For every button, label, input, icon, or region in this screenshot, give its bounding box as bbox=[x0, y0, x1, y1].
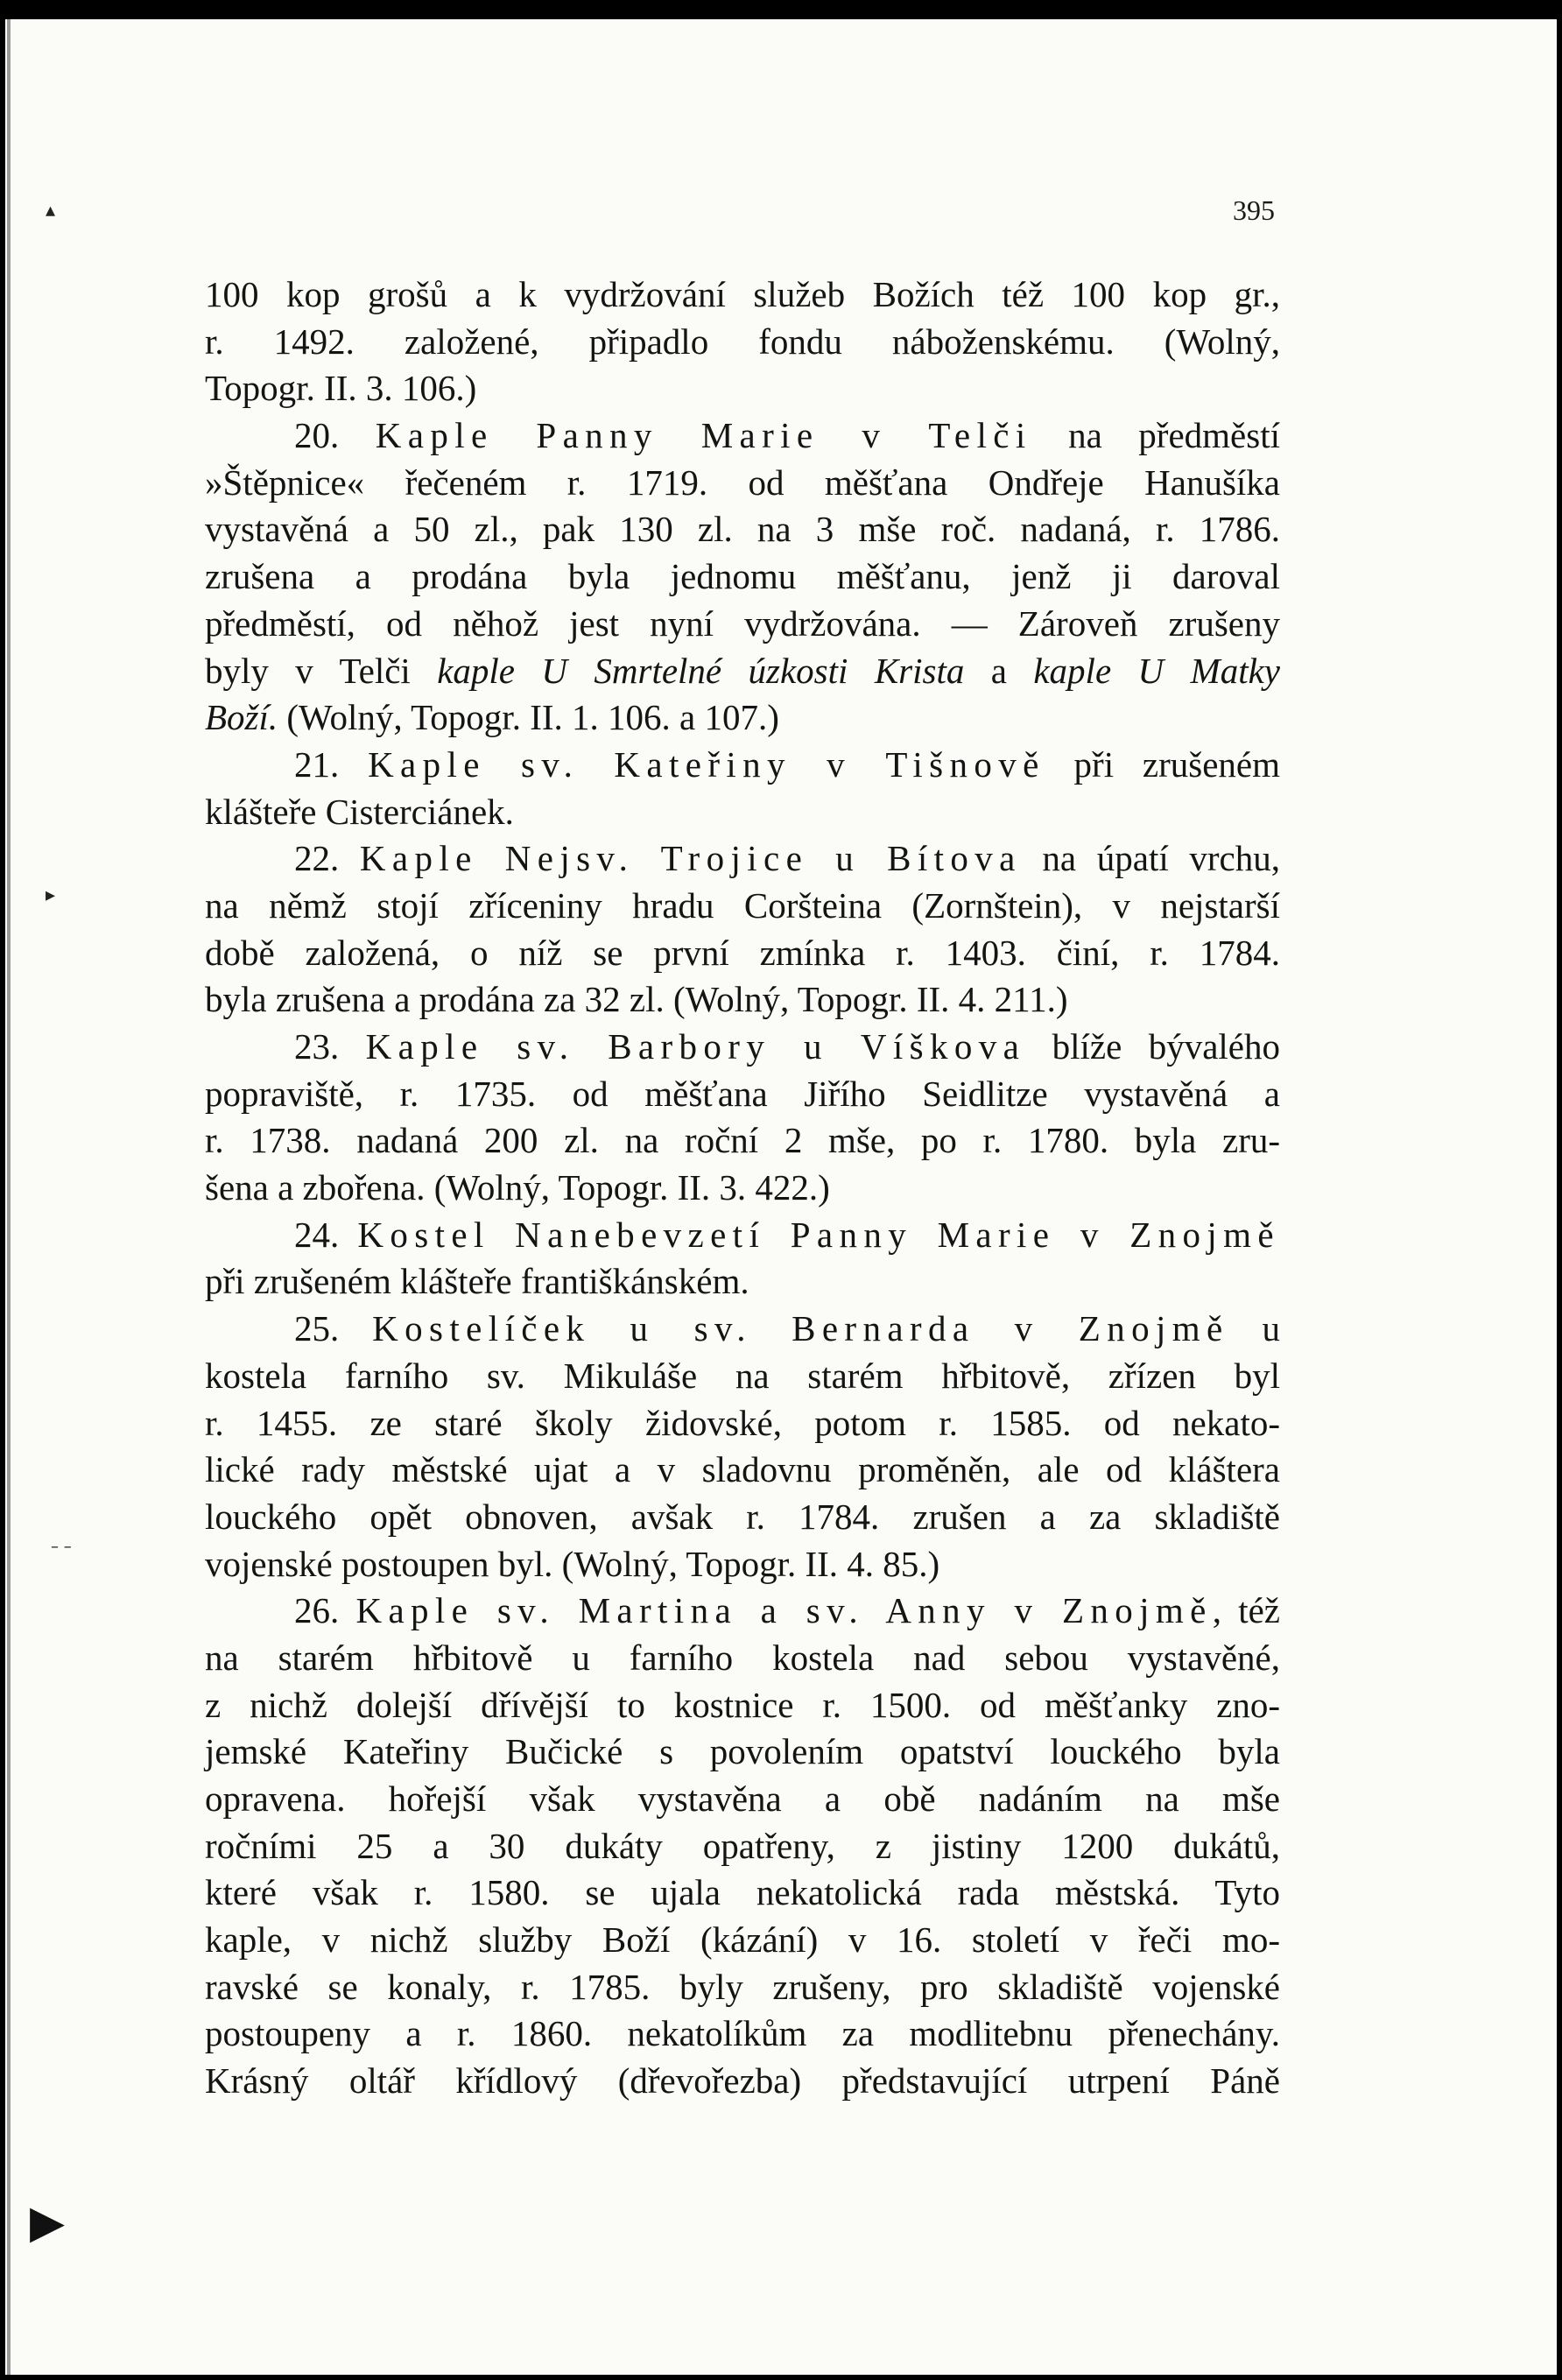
italic-text: kaple U Smrtelné úzkosti Krista bbox=[437, 650, 965, 691]
text-segment: lické rady městské ujat a v sladovnu proměněn, ale od kláštera bbox=[205, 1449, 1280, 1490]
spaced-heading-text: Kaple Nejsv. Trojice u Bítova bbox=[359, 838, 1022, 879]
text-line bbox=[205, 506, 1280, 553]
text-segment: postoupeny a r. 1860. nekatolíkům za modlitebnu přenechány. bbox=[205, 2013, 1280, 2054]
text-line bbox=[205, 930, 1280, 977]
text-line bbox=[205, 271, 1280, 319]
page-corner-arrow: ▶ bbox=[30, 2196, 65, 2249]
text-segment: kostela farního sv. Mikuláše na starém hřbitově, zřízen byl bbox=[205, 1355, 1280, 1396]
text-segment: r. 1738. nadaná 200 zl. na roční 2 mše, po r. 1780. byla zru- bbox=[205, 1120, 1280, 1161]
text-line bbox=[205, 1823, 1280, 1870]
margin-mark: – – bbox=[51, 1538, 72, 1556]
text-line bbox=[205, 1964, 1280, 2011]
text-line bbox=[205, 1635, 1280, 1682]
margin-mark: ▴ bbox=[46, 200, 56, 222]
text-line bbox=[205, 694, 1280, 742]
text-segment: 25. bbox=[294, 1308, 373, 1349]
text-segment: blíže bývalého bbox=[1025, 1026, 1281, 1067]
text-segment: šena a zbořena. (Wolný, Topogr. II. 3. 422.) bbox=[205, 1167, 830, 1208]
text-line bbox=[205, 601, 1280, 648]
text-segment: klášteře Cisterciánek. bbox=[205, 791, 514, 832]
text-line bbox=[205, 460, 1280, 507]
text-segment: které však r. 1580. se ujala nekatolická rada městská. Tyto bbox=[205, 1872, 1280, 1913]
text-line bbox=[205, 1353, 1280, 1400]
text-segment: z nichž dolejší dřívější to kostnice r. 1500. od měšťanky zno- bbox=[205, 1684, 1280, 1725]
text-segment: na úpatí vrchu, bbox=[1021, 838, 1281, 879]
text-line bbox=[205, 742, 1280, 789]
text-line bbox=[205, 2010, 1280, 2058]
text-segment: ravské se konaly, r. 1785. byly zrušeny, pro skladiště vojenské bbox=[205, 1966, 1280, 2007]
text-segment: předměstí, od něhož jest nyní vydržována. — Zároveň zrušeny bbox=[205, 602, 1280, 644]
text-line bbox=[205, 1494, 1280, 1541]
spaced-heading-text: Kaple sv. Martina a sv. Anny v Znojmě bbox=[355, 1590, 1213, 1631]
text-line bbox=[205, 976, 1280, 1024]
text-line bbox=[205, 835, 1280, 883]
text-segment: 100 kop grošů a k vydržování služeb Božích též 100 kop gr., bbox=[205, 274, 1280, 314]
text-segment: opravena. hořejší však vystavěna a obě nadáním na mše bbox=[205, 1778, 1280, 1819]
text-line bbox=[205, 412, 1280, 460]
text-segment: kaple, v nichž služby Boží (kázání) v 16. století v řeči mo- bbox=[205, 1919, 1280, 1961]
book-page bbox=[5, 19, 1557, 2375]
margin-mark: ▸ bbox=[46, 884, 56, 906]
italic-text: kaple U Matky bbox=[1033, 650, 1280, 691]
text-line bbox=[205, 1071, 1280, 1118]
text-segment: jemské Kateřiny Bučické s povolením opatství louckého byla bbox=[205, 1731, 1280, 1772]
text-line bbox=[205, 1917, 1280, 1964]
text-line bbox=[205, 2058, 1280, 2105]
text-line bbox=[205, 1869, 1280, 1917]
text-line bbox=[205, 553, 1280, 601]
text-segment: při zrušeném bbox=[1045, 743, 1280, 785]
text-segment: 21. bbox=[294, 743, 369, 785]
text-line bbox=[205, 1729, 1280, 1776]
text-line bbox=[205, 1212, 1280, 1259]
text-line bbox=[205, 1258, 1280, 1306]
text-line bbox=[205, 365, 1280, 412]
text-segment: vystavěná a 50 zl., pak 130 zl. na 3 mše roč. nadaná, r. 1786. bbox=[205, 509, 1280, 550]
text-segment: zrušena a prodána byla jednomu měšťanu, jenž ji daroval bbox=[205, 556, 1280, 597]
text-segment: »Štěpnice« řečeném r. 1719. od měšťana Ondřeje Hanušíka bbox=[205, 461, 1280, 503]
text-segment: , též bbox=[1212, 1590, 1280, 1631]
text-segment: a bbox=[964, 650, 1034, 691]
text-segment: ročními 25 a 30 dukáty opatřeny, z jistiny 1200 dukátů, bbox=[205, 1825, 1280, 1866]
text-line bbox=[205, 1447, 1280, 1494]
text-segment: 26. bbox=[294, 1590, 356, 1631]
spaced-heading-text: Kaple sv. Kateřiny v Tišnově bbox=[368, 743, 1045, 785]
text-segment: popraviště, r. 1735. od měšťana Jiřího Seidlitze vystavěná a bbox=[205, 1073, 1280, 1114]
text-segment: Topogr. II. 3. 106.) bbox=[205, 368, 477, 409]
text-line bbox=[205, 319, 1280, 366]
text-segment: byla zrušena a prodána za 32 zl. (Wolný, Topogr. II. 4. 211.) bbox=[205, 979, 1068, 1020]
text-segment: u bbox=[1228, 1308, 1281, 1349]
text-segment: 22. bbox=[294, 838, 360, 879]
text-line bbox=[205, 1682, 1280, 1729]
text-segment: vojenské postoupen byl. (Wolný, Topogr. II. 4. 85.) bbox=[205, 1543, 940, 1584]
spaced-heading-text: Kostel Nanebevzetí Panny Marie v Znojmě bbox=[357, 1214, 1281, 1255]
text-segment: na starém hřbitově u farního kostela nad sebou vystavěné, bbox=[205, 1637, 1280, 1678]
page-number: 395 bbox=[1233, 194, 1275, 226]
text-segment: (Wolný, Topogr. II. 1. 106. a 107.) bbox=[278, 697, 779, 738]
spaced-heading-text: Kaple sv. Barbory u Víškova bbox=[365, 1026, 1026, 1067]
spaced-heading-text: Kostelíček u sv. Bernarda v Znojmě bbox=[372, 1308, 1229, 1349]
text-segment: louckého opět obnoven, avšak r. 1784. zrušen a za skladiště bbox=[205, 1496, 1280, 1537]
text-line bbox=[205, 1117, 1280, 1165]
text-segment: Krásný oltář křídlový (dřevořezba) představující utrpení Páně bbox=[205, 2060, 1280, 2102]
text-segment: době založená, o níž se první zmínka r. 1403. činí, r. 1784. bbox=[205, 932, 1280, 973]
text-line bbox=[205, 789, 1280, 836]
page-edge bbox=[7, 19, 11, 2375]
text-line bbox=[205, 883, 1280, 930]
text-segment: na předměstí bbox=[1031, 415, 1280, 456]
text-segment: byly v Telči bbox=[205, 650, 438, 691]
italic-text: Boží. bbox=[205, 697, 278, 738]
text-segment: r. 1455. ze staré školy židovské, potom r. 1585. od nekato- bbox=[205, 1402, 1280, 1443]
text-line bbox=[205, 1306, 1280, 1353]
text-line bbox=[205, 1165, 1280, 1212]
text-segment: 23. bbox=[294, 1026, 366, 1067]
text-segment: 20. bbox=[294, 415, 376, 456]
text-segment: na němž stojí zříceniny hradu Coršteina (Zornštein), v nejstarší bbox=[205, 884, 1280, 926]
text-segment: 24. bbox=[294, 1214, 358, 1255]
text-line bbox=[205, 1776, 1280, 1823]
text-segment: při zrušeném klášteře františkánském. bbox=[205, 1261, 749, 1302]
spaced-heading-text: Kaple Panny Marie v Telči bbox=[375, 415, 1032, 456]
text-line bbox=[205, 1400, 1280, 1447]
body-text bbox=[205, 271, 1280, 2105]
text-line bbox=[205, 1588, 1280, 1635]
text-segment: r. 1492. založené, připadlo fondu náboženskému. (Wolný, bbox=[205, 320, 1280, 362]
text-line bbox=[205, 648, 1280, 695]
text-line bbox=[205, 1024, 1280, 1071]
text-line bbox=[205, 1541, 1280, 1588]
